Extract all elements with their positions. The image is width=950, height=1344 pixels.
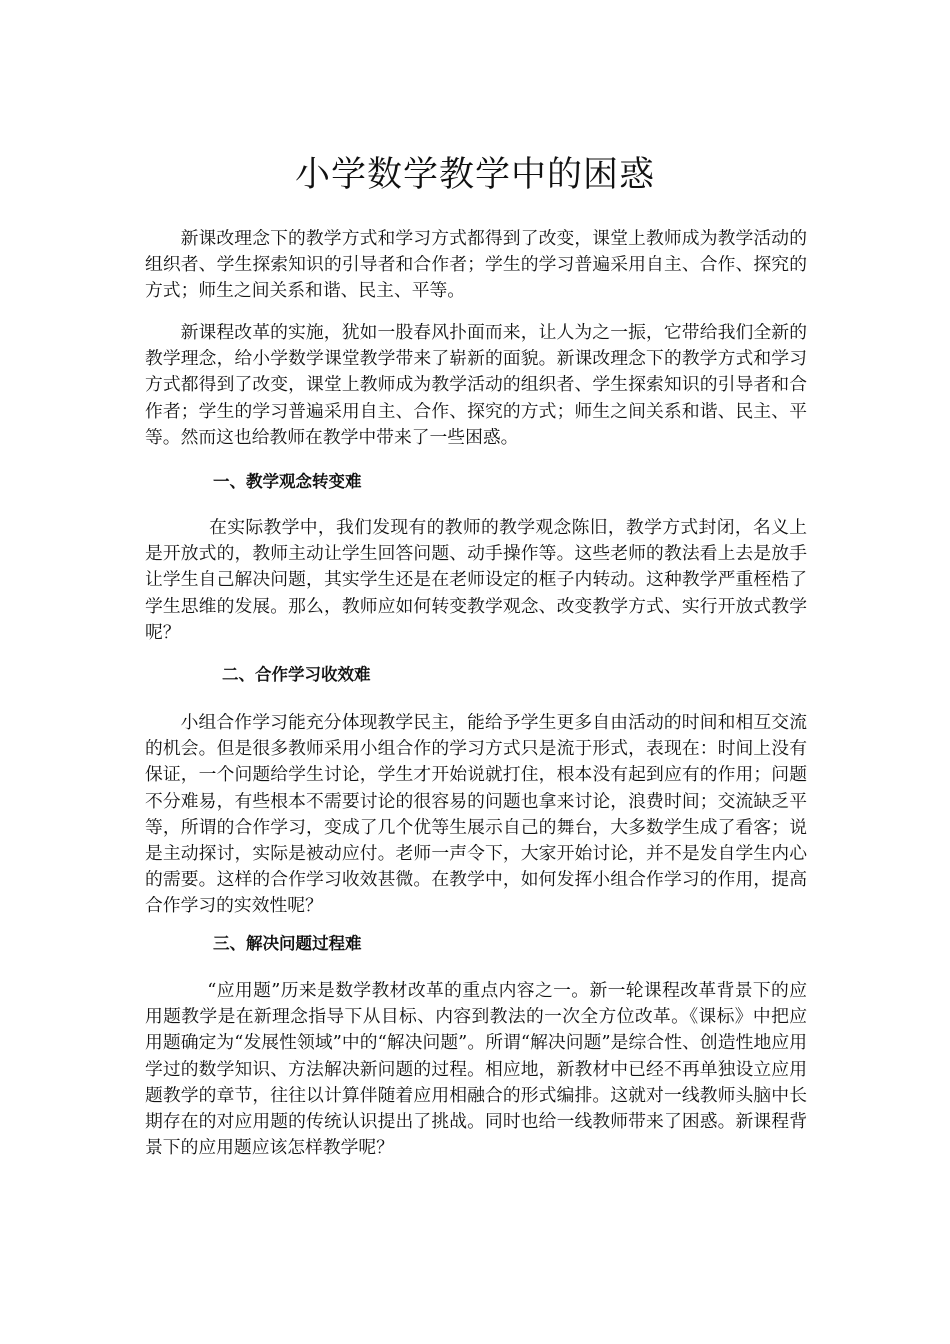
section-body-2: 小组合作学习能充分体现教学民主，能给予学生更多自由活动的时间和相互交流的机会。但是很多教师采用小组合作的学习方式只是流于形式，表现在：时间上没有保证，一个问题给学生讨论，学生才开始说就打住，根本没有起到应有的作用；问题不分难易，有些根本不需要讨论的很容易的问题也拿来讨论，浪费时间；交流缺乏平等，所谓的合作学习，变成了几个优等生展示自己的舞台，大多数学生成了看客；说是主动探讨，实际是被动应付。老师一声令下，大家开始讨论，并不是发自学生内心的需要。这样的合作学习收效甚微。在教学中，如何发挥小组合作学习的作用，提高合作学习的实效性呢？	[145, 712, 807, 917]
section-body-1: 在实际教学中，我们发现有的教师的教学观念陈旧，教学方式封闭，名义上是开放式的，教师主动让学生回答问题、动手操作等。这些老师的教法看上去是放手让学生自己解决问题，其实学生还是在老师设定的框子内转动。这种教学严重桎梏了学生思维的发展。那么，教师应如何转变教学观念、改变教学方式、实行开放式教学呢？	[145, 517, 807, 643]
second-paragraph: 新课程改革的实施，犹如一股春风扑面而来，让人为之一振，它带给我们全新的教学理念，给小学数学课堂教学带来了崭新的面貌。新课改理念下的教学方式和学习方式都得到了改变，课堂上教师成为教学活动的组织者、学生探索知识的引导者和合作者；学生的学习普遍采用自主、合作、探究的方式；师生之间关系和谐、民主、平等。然而这也给教师在教学中带来了一些困惑。	[145, 322, 807, 448]
document-title: 小学数学教学中的困惑	[294, 155, 655, 196]
section-body-3: “应用题”历来是数学教材改革的重点内容之一。新一轮课程改革背景下的应用题教学是在新理念指导下从目标、内容到教法的一次全方位改革。《课标》中把应用题确定为“发展性领域”中的“解决问题”。所谓“解决问题”是综合性、创造性地应用学过的数学知识、方法解决新问题的过程。相应地，新教材中已经不再单独设立应用题教学的章节，往往以计算伴随着应用相融合的形式编排。这就对一线教师头脑中长期存在的对应用题的传统认识提出了挑战。同时也给一线教师带来了困惑。新课程背景下的应用题应该怎样教学呢？	[145, 980, 807, 1159]
section-heading-3: 三、解决问题过程难	[213, 934, 362, 953]
section-heading-2: 二、合作学习收效难	[222, 665, 371, 684]
section-heading-1: 一、教学观念转变难	[213, 472, 362, 491]
intro-paragraph: 新课改理念下的教学方式和学习方式都得到了改变，课堂上教师成为教学活动的组织者、学生探索知识的引导者和合作者；学生的学习普遍采用自主、合作、探究的方式；师生之间关系和谐、民主、平等。	[145, 228, 807, 302]
